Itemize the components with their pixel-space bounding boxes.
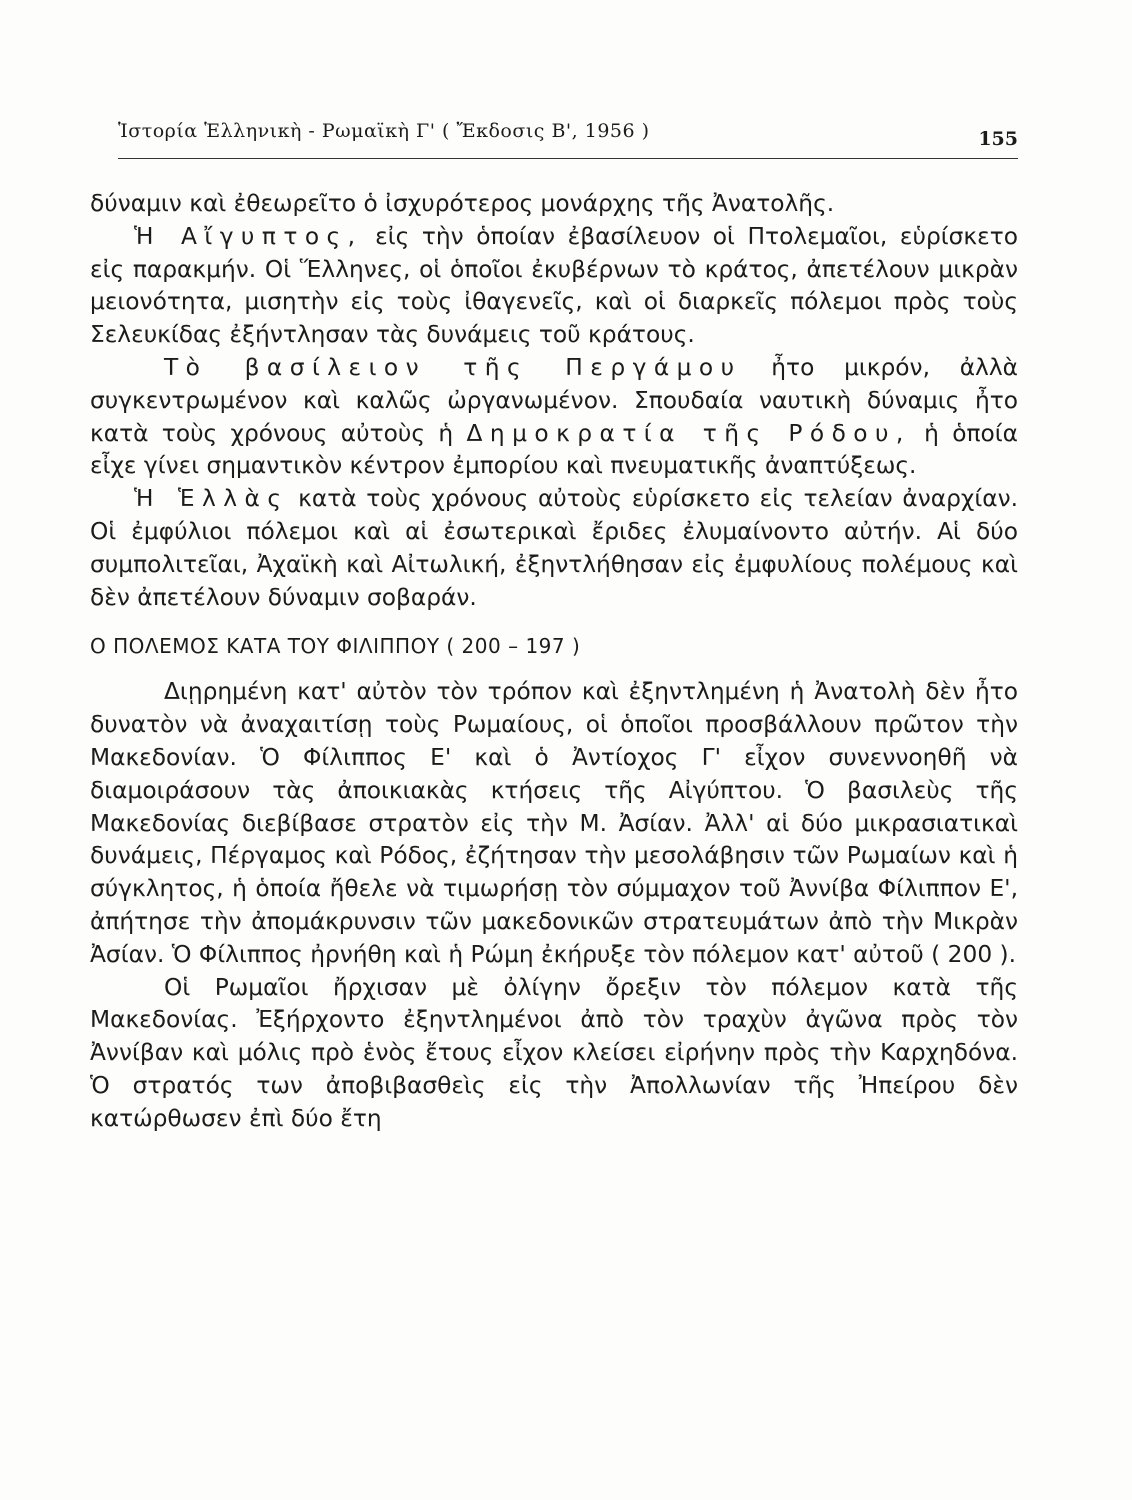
spaced-lead-rhodes: Δημοκρατία τῆς Ρόδου, <box>466 419 911 447</box>
spaced-lead-greece: Ἡ Ἑλλὰς <box>134 485 289 513</box>
paragraph-greece <box>90 483 1018 614</box>
paragraph-pergamon <box>90 352 1018 483</box>
running-header <box>118 118 1018 159</box>
body-text <box>90 188 1018 1136</box>
running-title: Ἱστορία Ἑλληνικὴ - Ρωμαϊκὴ Γ' ( Ἔκδοσις Β', 1956 ) <box>118 120 650 142</box>
paragraph-text: κατὰ τοὺς χρόνους αὐτοὺς εὑρίσκετο εἰς τελείαν ἀναρχίαν. Οἱ ἐμφύλιοι πόλεμοι καὶ αἱ ἐσωτερικαὶ ἔριδες ἐλυμαίνοντο αὐτήν. Αἱ δύο συμπολιτεῖαι, Ἀχαϊκὴ καὶ Αἰτωλική, ἐξηντλήθησαν εἰς ἐμφυλίους πολέμους καὶ δὲν ἀπετέλουν δύναμιν σοβαράν. <box>90 485 1018 611</box>
paragraph-text: ἦτο μικρόν, ἀλλὰ συγκεντρωμένον καὶ καλῶς ὠργανωμένον. Σπουδαία ναυτικὴ δύναμις ἦτο κατὰ τοὺς χρόνους αὐτοὺς ἡ <box>90 353 1018 447</box>
section-heading: Ο ΠΟΛΕΜΟΣ ΚΑΤΑ ΤΟΥ ΦΙΛΙΠΠΟΥ ( 200 – 197 ) <box>90 634 581 659</box>
paragraph-text: δύναμιν καὶ ἐθεωρεῖτο ὁ ἰσχυρότερος μονάρχης τῆς Ἀνατολῆς. <box>90 190 835 217</box>
paragraph-text: ἡ ὁποία εἶχε γίνει σημαντικὸν κέντρον ἐμπορίου καὶ πνευματικῆς ἀναπτύξεως. <box>90 419 1018 480</box>
paragraph-text: εἰς τὴν ὁποίαν ἐβασίλευον οἱ Πτολεμαῖοι, εὑρίσκετο εἰς παρακμήν. Οἱ Ἕλληνες, οἱ ὁποῖοι ἐκυβέρνων τὸ κράτος, ἀπετέλουν μικρὰν μειονότητα, μισητὴν εἰς τοὺς ἰθαγενεῖς, καὶ οἱ διαρκεῖς πόλεμοι πρὸς τοὺς Σελευκίδας ἐξήντλησαν τὰς δυνάμεις τοῦ κράτους. <box>90 222 1019 349</box>
paragraph-continuation <box>90 188 1018 221</box>
paragraph-text: Διῃρημένη κατ' αὐτὸν τὸν τρόπον καὶ ἐξηντλημένη ἡ Ἀνατολὴ δὲν ἦτο δυνατὸν νὰ ἀναχαιτίσῃ τοὺς Ρωμαίους, οἱ ὁποῖοι προσβάλλουν πρῶτον τὴν Μακεδονίαν. Ὁ Φίλιππος Ε' καὶ ὁ Ἀντίοχος Γ' εἶχον συνεννοηθῆ νὰ διαμοιράσουν τὰς ἀποικιακὰς κτήσεις τῆς Αἰγύπτου. Ὁ βασιλεὺς τῆς Μακεδονίας διεβίβασε στρατὸν εἰς τὴν Μ. Ἀσίαν. Ἀλλ' αἱ δύο μικρασιατικαὶ δυνάμεις, Πέργαμος καὶ Ρόδος, ἐζήτησαν τὴν μεσολάβησιν τῶν Ρωμαίων καὶ ἡ σύγκλητος, ἡ ὁποία ἤθελε νὰ τιμωρήσῃ τὸν σύμμαχον τοῦ Ἀννίβα Φίλιππον Ε', ἀπήτησε τὴν ἀπομάκρυνσιν τῶν μακεδονικῶν στρατευμάτων ἀπὸ τὴν Μικρὰν Ἀσίαν. Ὁ Φίλιππος ἠρνήθη καὶ ἡ Ρώμη ἐκήρυξε τὸν πόλεμον κατ' αὐτοῦ ( 200 ). <box>90 678 1018 968</box>
spaced-lead-pergamon: Τὸ βασίλειον τῆς Περγάμου <box>164 353 742 381</box>
paragraph-romans <box>90 972 1018 1136</box>
spaced-lead-egypt: Ἡ Αἴγυπτος, <box>134 222 363 250</box>
page-number: 155 <box>978 128 1018 150</box>
paragraph-war <box>90 676 1018 971</box>
paragraph-text: Οἱ Ρωμαῖοι ἤρχισαν μὲ ὀλίγην ὄρεξιν τὸν πόλεμον κατὰ τῆς Μακεδονίας. Ἐξήρχοντο ἐξηντλημένοι ἀπὸ τὸν τραχὺν ἀγῶνα πρὸς τὸν Ἀννίβαν καὶ μόλις πρὸ ἑνὸς ἔτους εἶχον κλείσει εἰρήνην πρὸς τὴν Καρχηδόνα. Ὁ στρατός των ἀποβιβασθεὶς εἰς τὴν Ἀπολλωνίαν τῆς Ἠπείρου δὲν κατώρθωσεν ἐπὶ δύο ἔτη <box>90 973 1018 1132</box>
paragraph-egypt <box>90 221 1018 352</box>
